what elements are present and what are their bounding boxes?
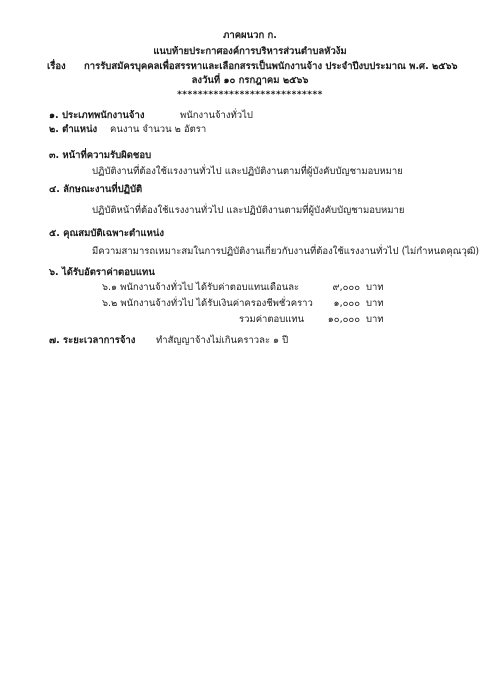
compensation-total-label: รวมค่าตอบแทน (239, 314, 305, 325)
section-5-text: มีความสามารถเหมาะสมในการปฏิบัติงานเกี่ยวกับงานที่ต้องใช้แรงงานทั่วไป (ไม่กำหนดคุณวุฒิ) (92, 246, 480, 257)
compensation-row-amount: ๑,๐๐๐ (333, 298, 360, 309)
document-date: ลงวันที่ ๑๐ กรกฎาคม ๒๕๖๖ (191, 75, 309, 86)
compensation-row-label: ๖.๒ พนักงานจ้างทั่วไป ได้รับเงินค่าครองชีพชั่วคราว (102, 298, 313, 309)
compensation-total-amount: ๑๐,๐๐๐ (327, 314, 360, 325)
section-6-label: ๖. ได้รับอัตราค่าตอบแทน (49, 267, 155, 278)
compensation-row-label: ๖.๑ พนักงานจ้างทั่วไป ได้รับค่าตอบแทนเดือนละ (102, 282, 300, 293)
section-3-label: ๓. หน้าที่ความรับผิดชอบ (49, 150, 152, 161)
annex-label: ภาคผนวก ก. (223, 30, 277, 41)
section-2-label: ๒. ตำแหน่ง (49, 124, 98, 135)
subject-label: เรื่อง (47, 61, 66, 72)
document-title: แนบท้ายประกาศองค์การบริหารส่วนตำบลหัวง้ม (153, 46, 347, 57)
section-7-label: ๗. ระยะเวลาการจ้าง (49, 335, 136, 346)
section-4-text: ปฏิบัติหน้าที่ต้องใช้แรงงานทั่วไป และปฏิบัติงานตามที่ผู้บังคับบัญชามอบหมาย (92, 205, 405, 216)
section-3-text: ปฏิบัติงานที่ต้องใช้แรงงานทั่วไป และปฏิบัติงานตามที่ผู้บังคับบัญชามอบหมาย (92, 166, 403, 177)
section-1-value: พนักงานจ้างทั่วไป (180, 110, 253, 121)
compensation-total-unit: บาท (366, 314, 384, 325)
compensation-row-unit: บาท (366, 282, 384, 293)
subject-text: การรับสมัครบุคคลเพื่อสรรหาและเลือกสรรเป็นพนักงานจ้าง ประจำปีงบประมาณ พ.ศ. ๒๕๖๖ (84, 61, 458, 72)
section-7-value: ทำสัญญาจ้างไม่เกินคราวละ ๑ ปี (156, 335, 289, 346)
section-5-label: ๕. คุณสมบัติเฉพาะตำแหน่ง (49, 228, 164, 239)
section-1-label: ๑. ประเภทพนักงานจ้าง (49, 110, 145, 121)
compensation-row-unit: บาท (366, 298, 384, 309)
compensation-row-amount: ๙,๐๐๐ (332, 282, 360, 293)
section-2-value: คนงาน จำนวน ๒ อัตรา (110, 124, 207, 135)
separator-stars: **************************** (177, 90, 323, 100)
section-4-label: ๔. ลักษณะงานที่ปฏิบัติ (49, 184, 143, 195)
